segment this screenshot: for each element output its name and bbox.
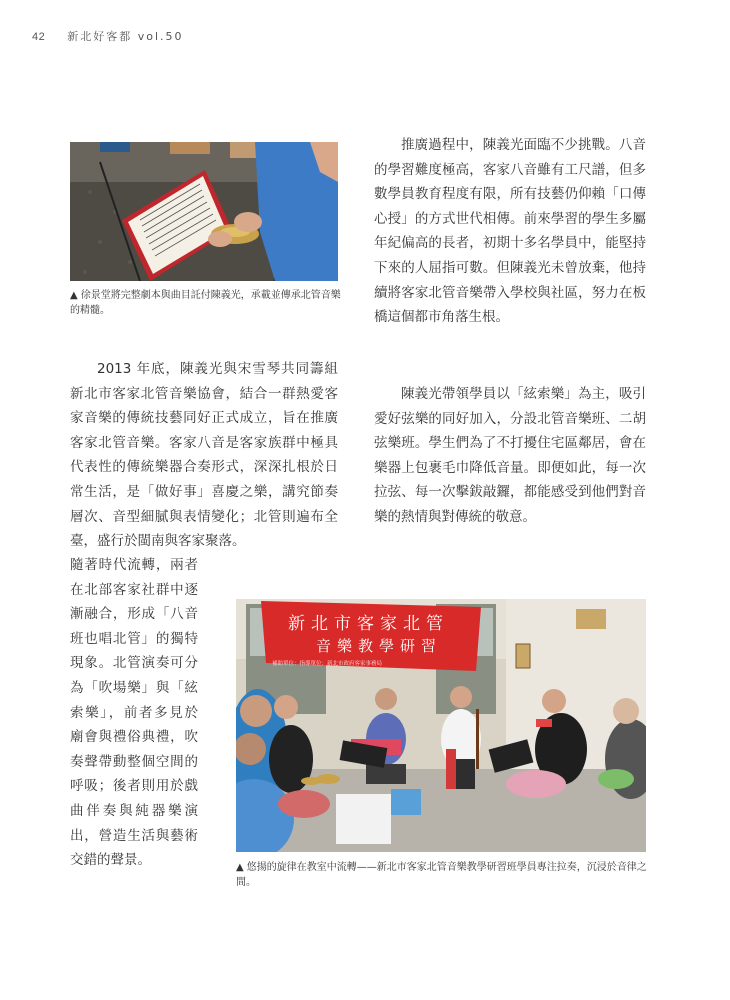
body-paragraph: 推廣過程中，陳義光面臨不少挑戰。八音的學習難度極高，客家八音雖有工尺譜，但多數學員教育程度有限，所有技藝仍仰賴「口傳心授」的方式世代相傳。前來學習的學生多屬年紀偏高的長者，初期十多名學員中，能堅持下來的人屈指可數。但陳義光未曾放棄，他持續將客家北管音樂帶入學校與社區，努力在板橋這個都市角落生根。 <box>374 137 646 326</box>
banner-line-1: 新北市客家北管 <box>288 614 449 634</box>
caption-marker: ▲ <box>236 862 244 873</box>
caption-text: 悠揚的旋律在教室中流轉——新北市客家北管音樂教學研習班學員專注拉奏，沉浸於音律之間。 <box>236 862 647 888</box>
magazine-title: 新北好客都 vol.50 <box>67 30 184 43</box>
banner-line-2: 音樂教學研習 <box>316 637 443 655</box>
caption-text: 徐景堂將完整劇本與曲目託付陳義光，承載並傳承北管音樂的精髓。 <box>70 290 341 316</box>
photo-score-book-illustration <box>70 142 338 281</box>
photo-caption <box>70 288 342 318</box>
body-paragraph: 陳義光帶領學員以「絃索樂」為主，吸引愛好弦樂的同好加入，分設北管音樂班、二胡弦樂班。學生們為了不打擾住宅區鄰居，會在樂器上包裹毛巾降低音量。即便如此，每一次拉弦、每一次擊鈸敲鑼，都能感受到他們對音樂的熱情與對傳統的敬意。 <box>374 386 646 525</box>
banner-small-text: 補助單位：指導單位：新北市政府客家事務局 <box>272 661 383 667</box>
photo-classroom-ensemble <box>236 599 646 852</box>
body-paragraph: 2013 年底，陳義光與宋雪琴共同籌組新北市客家北管音樂協會，結合一群熱愛客家音樂的傳統技藝同好正式成立，旨在推廣客家北管音樂。客家八音是客家族群中極具代表性的傳統樂器合奏形式，深深扎根於日常生活，是「做好事」喜慶之樂，講究節奏層次、音型細膩與表情變化；北管則遍布全臺，盛行於閩南與客家聚落。 <box>70 361 338 550</box>
page-number: 42 <box>32 31 46 43</box>
body-paragraph: 隨著時代流轉，兩者在北部客家社群中逐漸融合，形成「八音班也唱北管」的獨特現象。北管演奏可分為「吹場樂」與「絃索樂」，前者多見於廟會與禮俗典禮，吹奏聲帶動整個空間的呼吸；後者則用於戲曲伴奏與純器樂演出，營造生活與藝術交錯的聲景。 <box>70 557 198 869</box>
photo-caption <box>236 860 650 890</box>
photo-classroom-illustration <box>236 599 646 852</box>
page-header <box>32 28 184 44</box>
photo-score-book <box>70 142 338 281</box>
caption-marker: ▲ <box>70 290 78 301</box>
